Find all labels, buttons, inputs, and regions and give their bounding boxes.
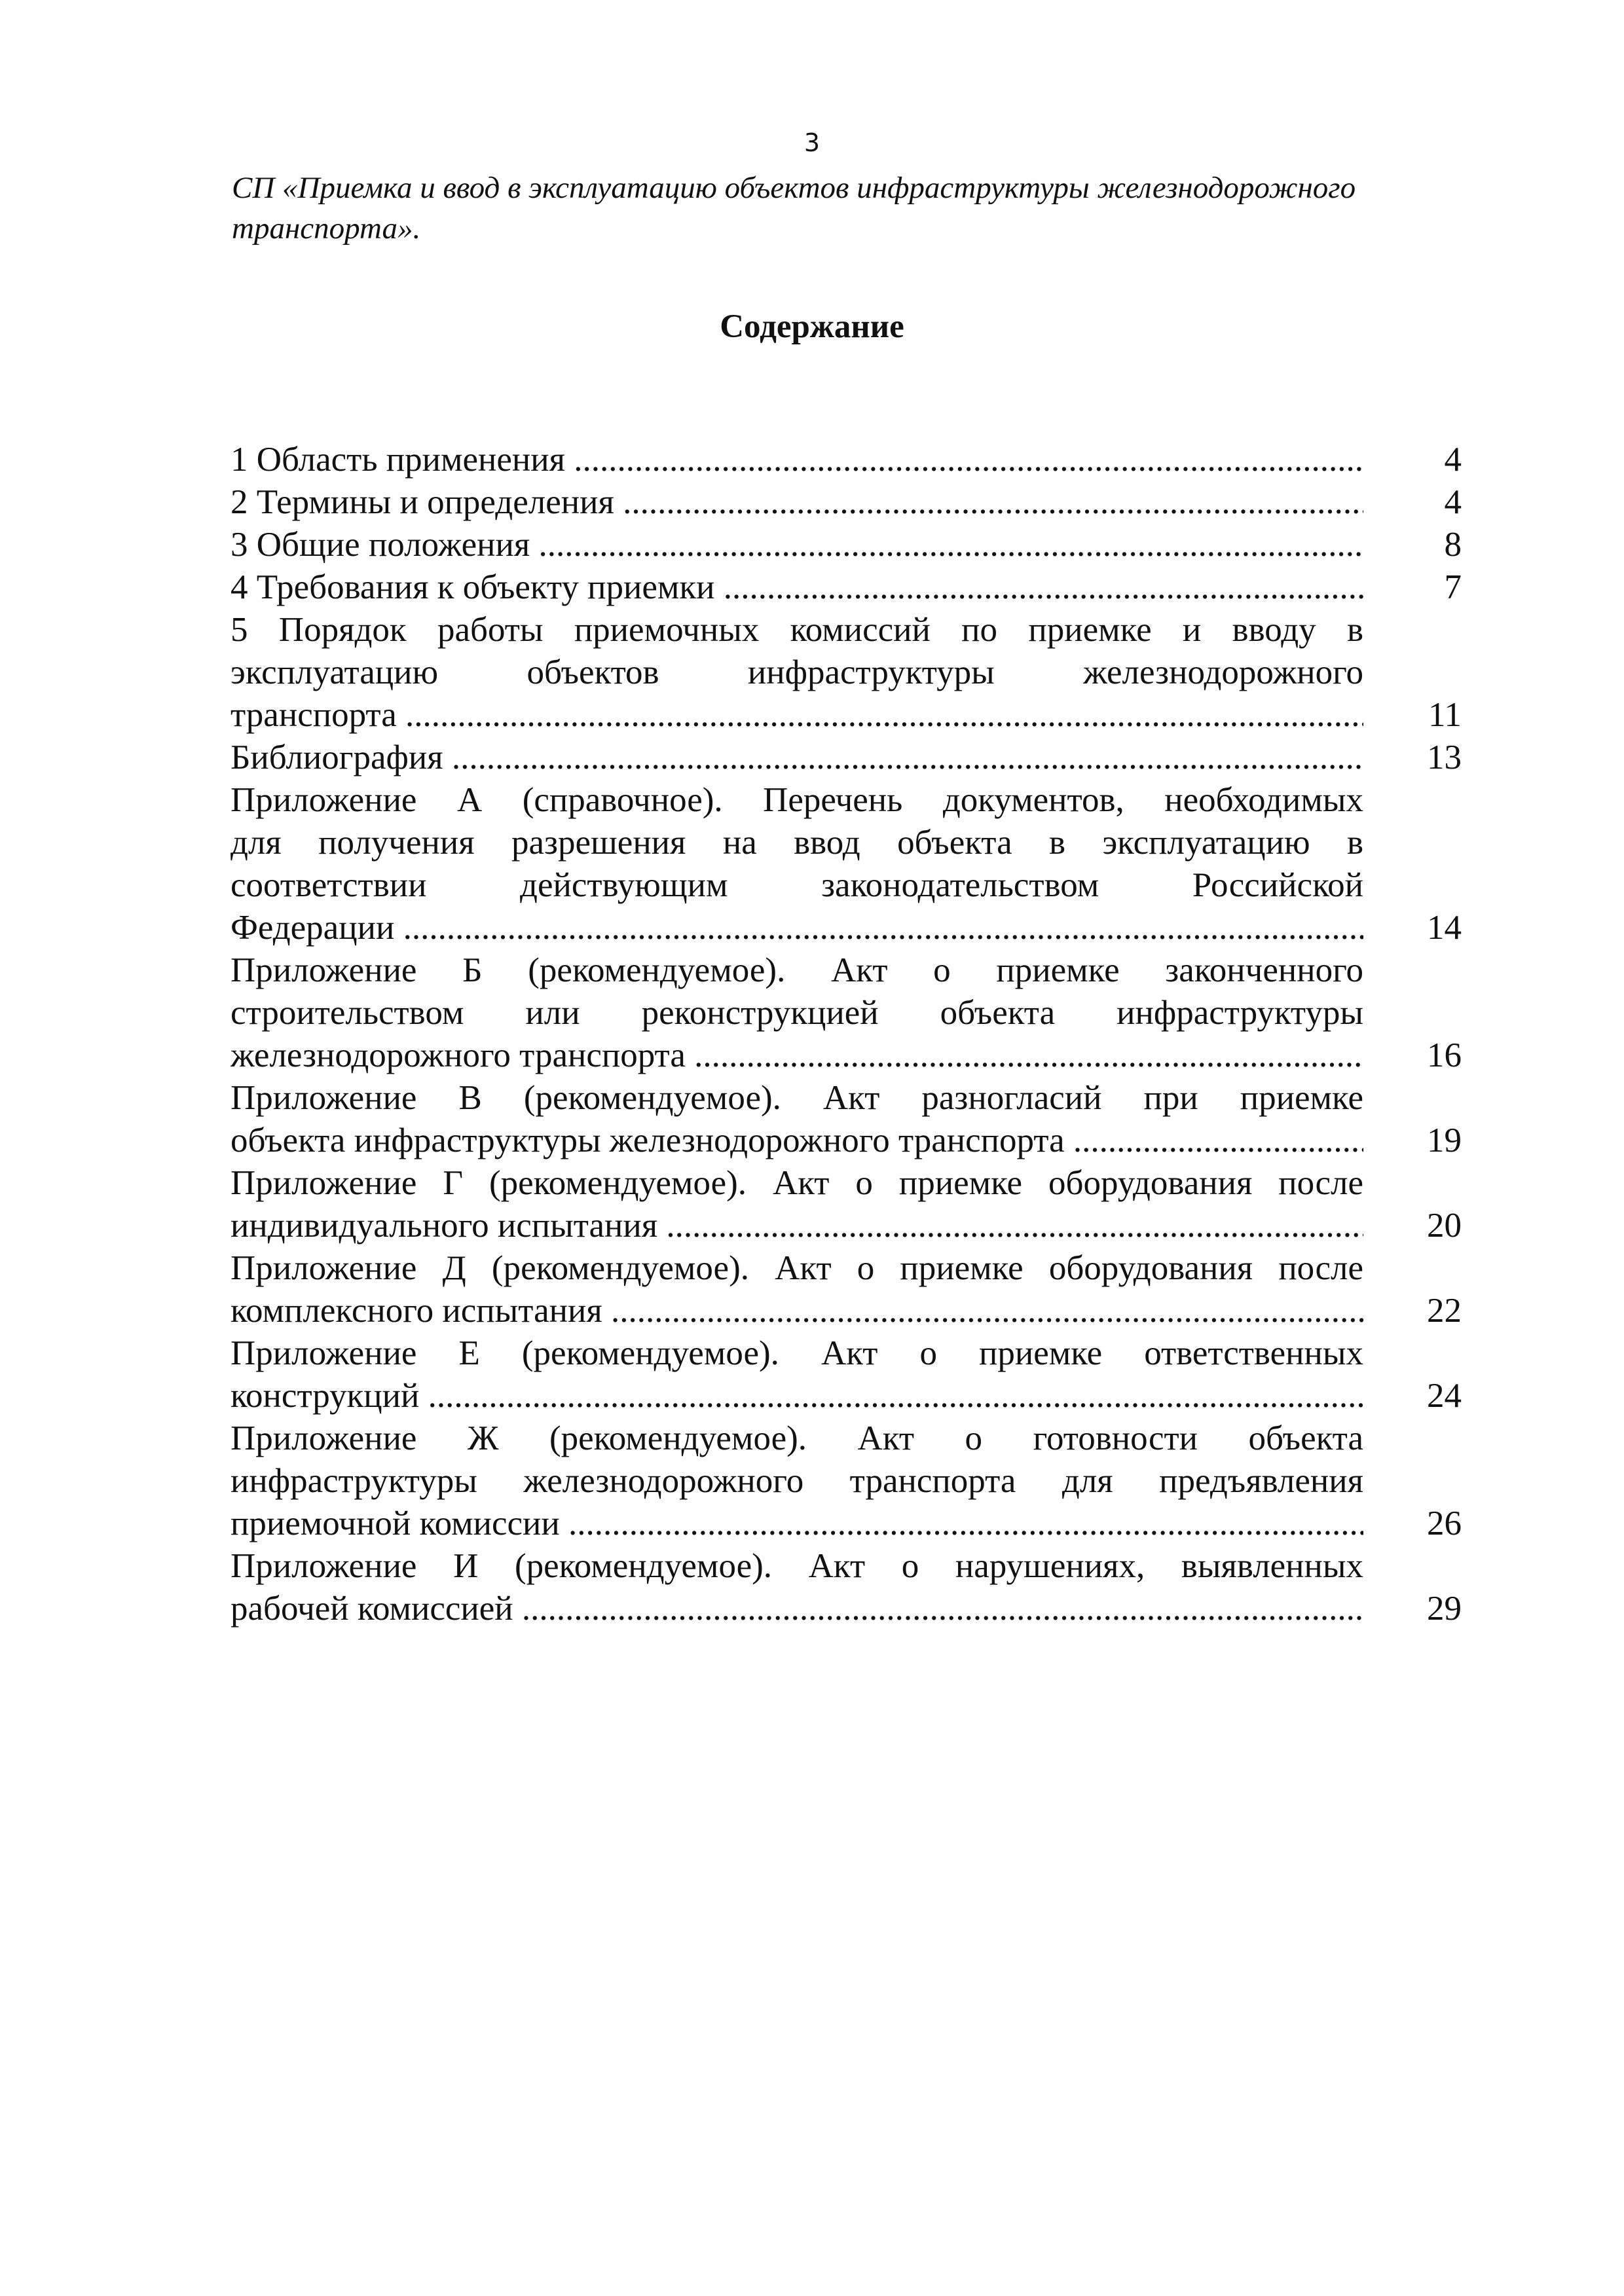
toc-entry-title [231,1077,1363,1162]
toc-entry-last-line [231,737,1363,779]
toc-entry-line: Приложение А (справочное). Перечень документов, необходимых [231,781,1363,819]
toc-entry-line: Приложение Ж (рекомендуемое). Акт о готовности объекта [231,1419,1363,1457]
page-number: 3 [803,128,821,157]
toc-entry-title [231,1332,1363,1417]
toc-entry-title [231,566,1363,609]
toc-entry-title [231,481,1363,524]
toc-entry-page: 8 [1444,526,1462,564]
toc-entry-last-line-text: 3 Общие положения [231,526,530,564]
toc-entry-title [231,1417,1363,1545]
toc-entry-last-line [231,481,1363,524]
toc-entry-line: Приложение И (рекомендуемое). Акт о нарушениях, выявленных [231,1547,1363,1585]
toc-entry[interactable] [231,1247,1462,1332]
toc-entry[interactable] [231,566,1462,609]
toc-entry-line: Приложение Г (рекомендуемое). Акт о приемке оборудования после [231,1164,1363,1202]
toc-entry-title [231,949,1363,1077]
toc-entry-line: Приложение Д (рекомендуемое). Акт о приемке оборудования после [231,1249,1363,1287]
toc-entry-title [231,439,1363,481]
toc-entry[interactable] [231,1417,1462,1545]
toc-entry-title [231,524,1363,566]
toc-entry-last-line-text: 2 Термины и определения [231,483,614,521]
toc-entry-last-line-text: транспорта [231,696,397,734]
toc-entry-last-line-text: железнодорожного транспорта [231,1036,686,1074]
toc-entry-last-line [231,1375,1363,1417]
toc-title: Содержание [720,308,904,345]
toc-entry[interactable] [231,481,1462,524]
toc-entry-last-line [231,524,1363,566]
toc-entry-last-line [231,1503,1363,1545]
toc-entry-line: 5 Порядок работы приемочных комиссий по приемке и вводу в [231,611,1363,649]
toc-entry[interactable] [231,439,1462,481]
toc-entry-line: эксплуатацию объектов инфраструктуры железнодорожного [231,653,1363,691]
toc-entry-line: соответствии действующим законодательством Российской [231,866,1363,904]
toc-entry-last-line-text: 4 Требования к объекту приемки [231,568,715,606]
toc-entry[interactable] [231,1162,1462,1247]
toc-entry[interactable] [231,1332,1462,1417]
toc-entry-line: строительством или реконструкцией объекта инфраструктуры [231,994,1363,1032]
toc-entry-last-line-text: объекта инфраструктуры железнодорожного транспорта [231,1121,1065,1159]
toc-entry-page: 29 [1427,1590,1462,1628]
toc-entry-page: 19 [1427,1121,1462,1159]
toc-entry[interactable] [231,949,1462,1077]
toc-entry-page: 14 [1427,909,1462,947]
toc-entry-page: 4 [1444,441,1462,479]
toc-entry-page: 16 [1427,1036,1462,1074]
toc-entry-last-line [231,907,1363,949]
document-header: СП «Приемка и ввод в эксплуатацию объектов инфраструктуры железнодорожного транспорта». [232,171,1356,246]
toc-entry-line: для получения разрешения на ввод объекта в эксплуатацию в [231,824,1363,862]
toc-entry-last-line-text: Библиография [231,738,443,776]
toc-entry-last-line [231,1120,1363,1162]
toc-entry-page: 11 [1428,696,1462,734]
toc-entry-last-line [231,566,1363,609]
toc-entry-last-line-text: приемочной комиссии [231,1504,560,1542]
table-of-contents [231,439,1462,1630]
toc-entry-line: Приложение Б (рекомендуемое). Акт о приемке законченного [231,951,1363,989]
toc-entry-title [231,1545,1363,1630]
toc-entry[interactable] [231,524,1462,566]
toc-entry[interactable] [231,737,1462,779]
toc-entry-last-line [231,694,1363,737]
toc-entry-page: 22 [1427,1292,1462,1330]
toc-entry-last-line [231,1205,1363,1247]
toc-entry-line: инфраструктуры железнодорожного транспорта для предъявления [231,1462,1363,1500]
toc-entry[interactable] [231,779,1462,949]
toc-entry-last-line-text: конструкций [231,1377,420,1415]
toc-entry[interactable] [231,609,1462,737]
toc-entry-last-line-text: комплексного испытания [231,1292,602,1330]
toc-entry-page: 26 [1427,1504,1462,1542]
toc-entry-line: Приложение В (рекомендуемое). Акт разногласий при приемке [231,1079,1363,1117]
toc-entry-page: 7 [1444,568,1462,606]
toc-entry-last-line [231,439,1363,481]
toc-entry-last-line-text: индивидуального испытания [231,1207,658,1245]
toc-entry-title [231,1162,1363,1247]
toc-entry-last-line-text: 1 Область применения [231,441,566,479]
toc-entry-page: 13 [1427,738,1462,776]
toc-entry-line: Приложение Е (рекомендуемое). Акт о приемке ответственных [231,1334,1363,1372]
toc-entry-title [231,779,1363,949]
toc-entry-title [231,1247,1363,1332]
toc-entry-last-line [231,1588,1363,1630]
toc-entry-title [231,609,1363,737]
toc-entry[interactable] [231,1077,1462,1162]
toc-entry-last-line-text: Федерации [231,909,395,947]
toc-entry-last-line [231,1290,1363,1332]
toc-entry-title [231,737,1363,779]
toc-entry-last-line-text: рабочей комиссией [231,1590,513,1628]
toc-entry-page: 20 [1427,1207,1462,1245]
toc-entry-last-line [231,1034,1363,1077]
toc-entry-page: 4 [1444,483,1462,521]
toc-entry[interactable] [231,1545,1462,1630]
toc-entry-page: 24 [1427,1377,1462,1415]
